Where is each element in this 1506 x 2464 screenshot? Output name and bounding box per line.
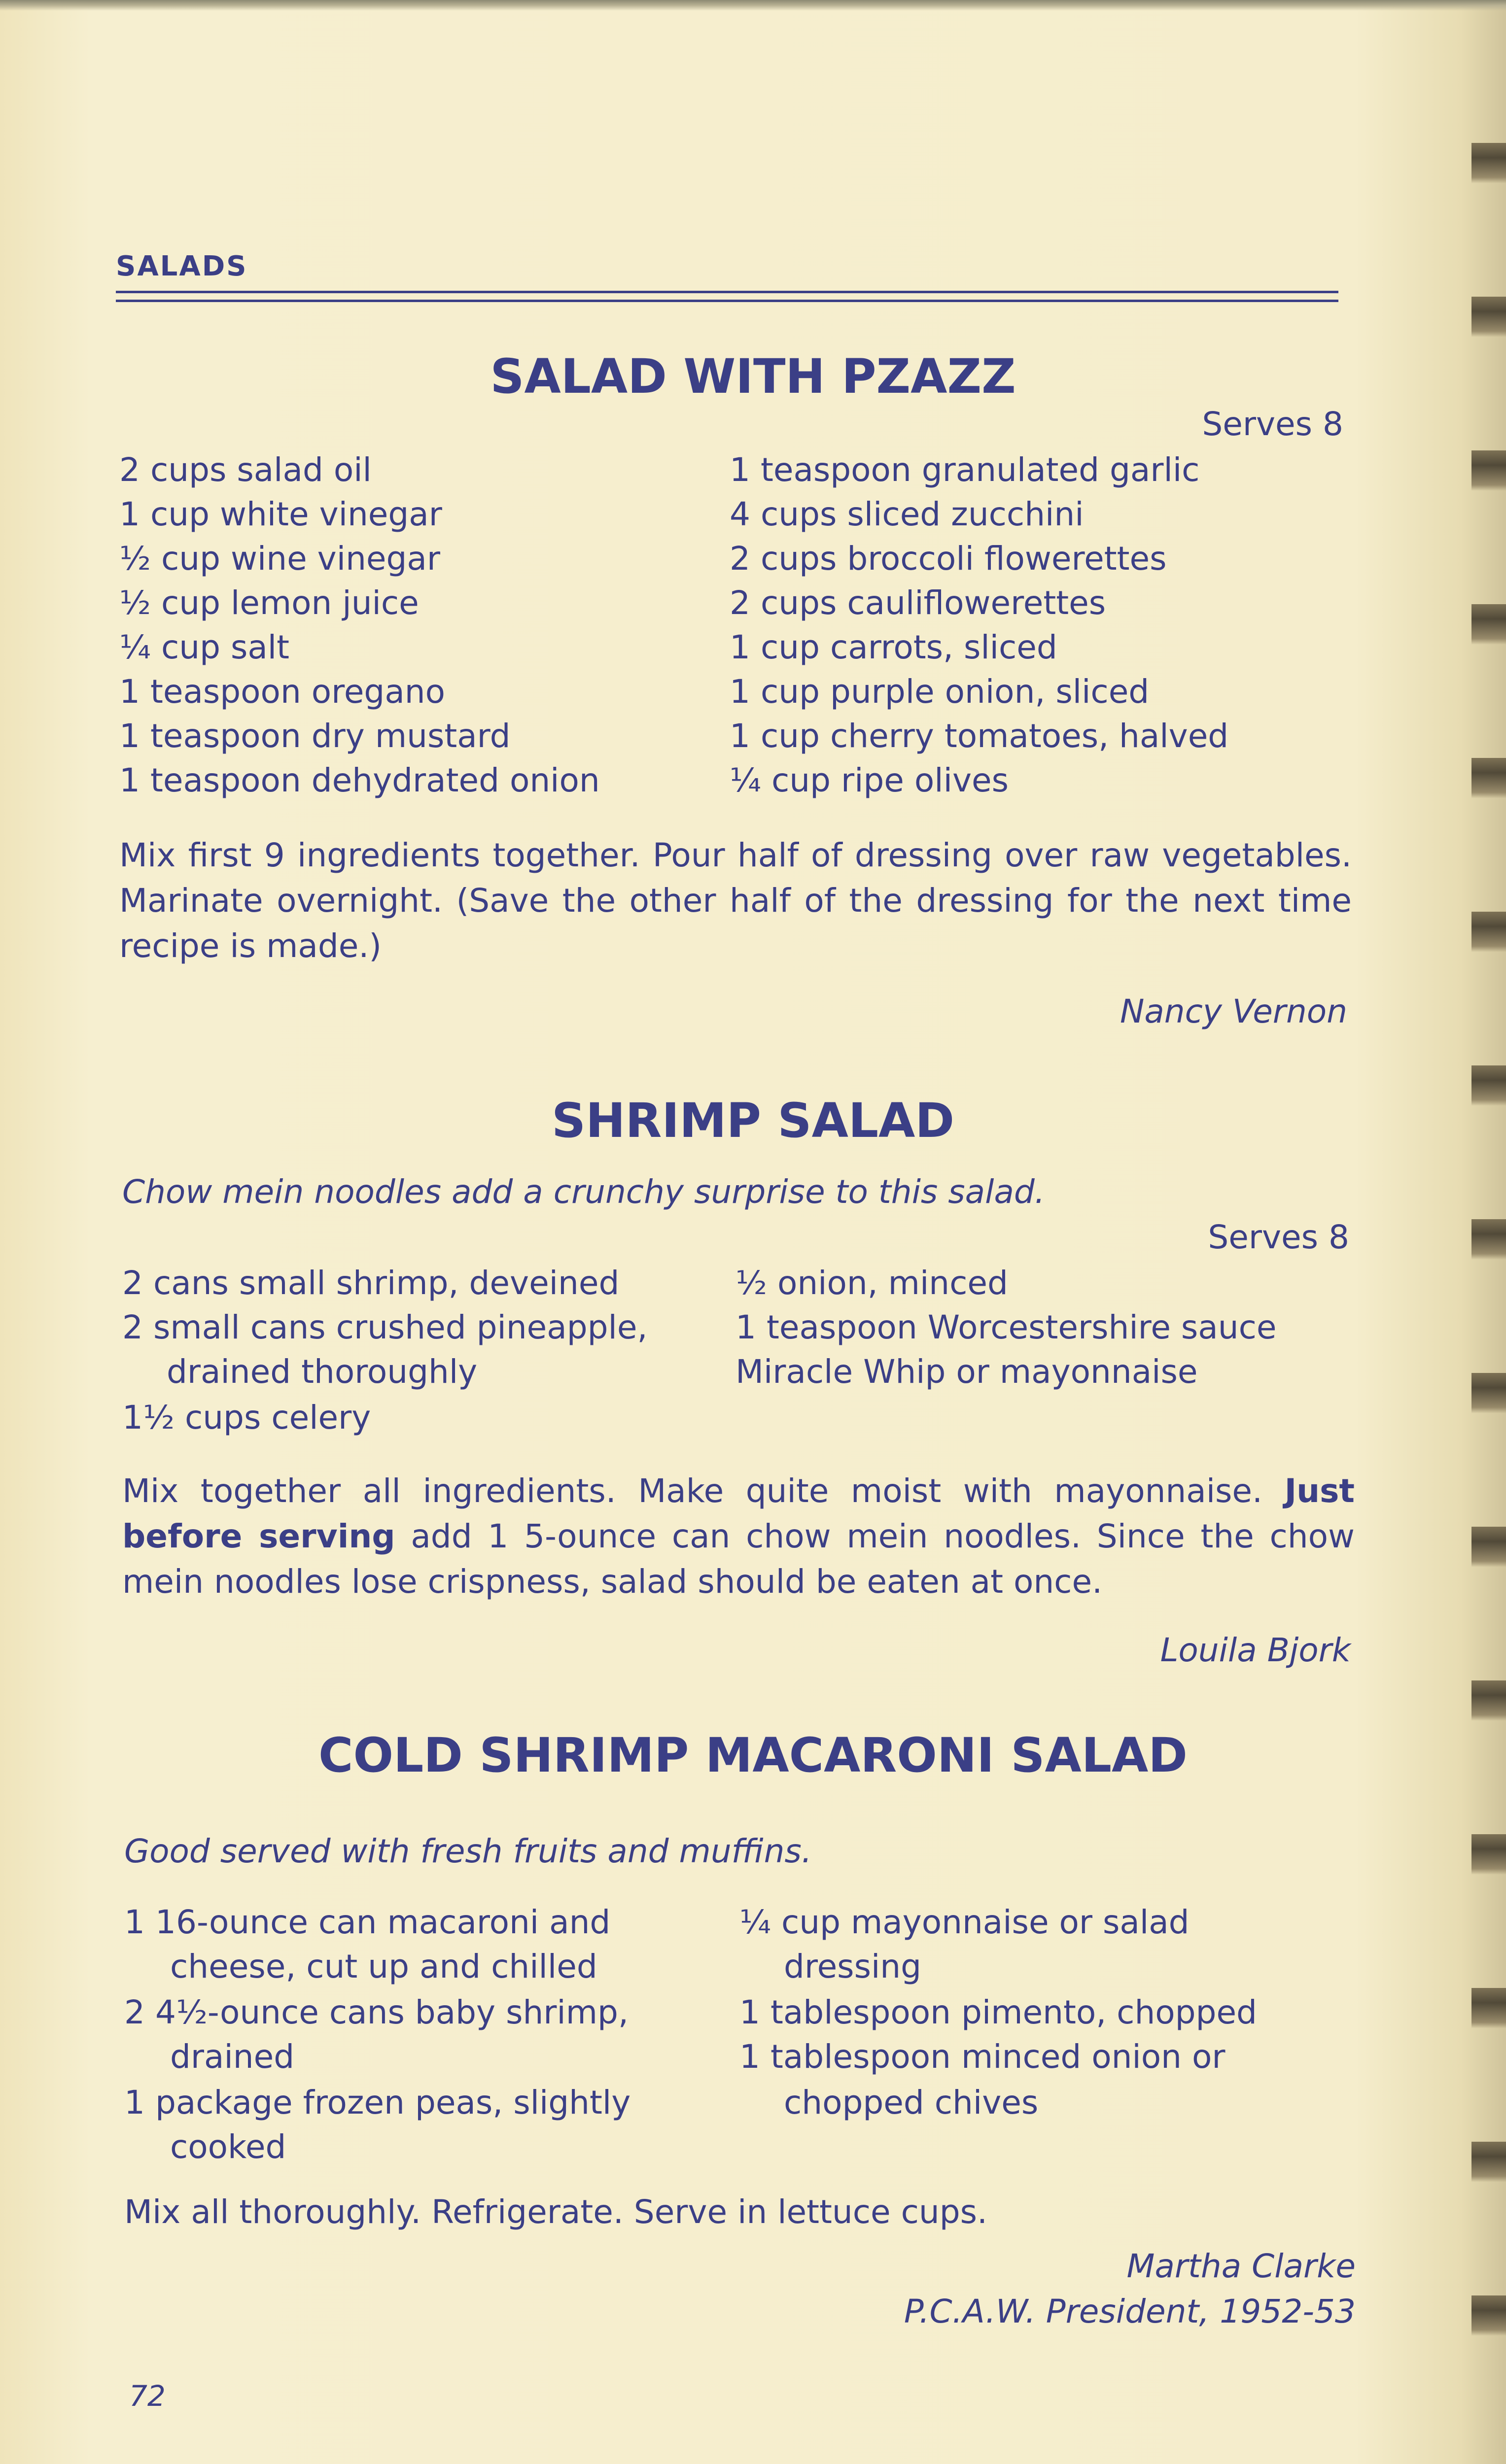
recipe-intro: Good served with fresh fruits and muffins. [124, 1832, 812, 1870]
ingredient-item: 1 cup carrots, sliced [730, 628, 1057, 666]
recipe-title: SALAD WITH PZAZZ [490, 349, 1016, 404]
ingredient-item: 1 cup purple onion, sliced [730, 673, 1150, 711]
recipe-directions: Mix first 9 ingredients together. Pour half of dressing over raw vegetables. Marinate overnight. (Save the other half of the dressing for the next time recipe is made.) [119, 836, 1352, 965]
ingredient-item: 4 cups sliced zucchini [730, 495, 1084, 533]
ingredient-item: ½ onion, minced [735, 1264, 1008, 1302]
ingredient-item: 2 cups broccoli flowerettes [730, 540, 1167, 578]
recipe-author: Louila Bjork [1160, 1631, 1351, 1669]
recipe-directions: Mix all thoroughly. Refrigerate. Serve in lettuce cups. [124, 2193, 987, 2231]
page-top-edge [0, 0, 1506, 11]
ingredient-item: 2 cans small shrimp, deveined [122, 1264, 620, 1302]
ingredient-item: ½ cup lemon juice [119, 584, 419, 622]
ingredient-item: 1 tablespoon pimento, chopped [739, 1993, 1257, 2031]
ingredient-item: ½ cup wine vinegar [119, 540, 440, 578]
ingredient-item: 1 teaspoon Worcestershire sauce [735, 1308, 1277, 1346]
ingredient-item: 1 cup white vinegar [119, 495, 442, 533]
ingredient-item: cheese, cut up and chilled [170, 1948, 597, 1985]
ingredient-item: dressing [784, 1948, 922, 1985]
ingredient-item: 1½ cups celery [122, 1399, 371, 1437]
ingredient-item: 1 teaspoon dry mustard [119, 717, 511, 755]
page-number: 72 [129, 2379, 166, 2413]
ingredient-item: Miracle Whip or mayonnaise [735, 1353, 1198, 1391]
ingredient-item: cooked [170, 2128, 286, 2166]
recipe-author: Nancy Vernon [1120, 992, 1347, 1030]
ingredient-item: 2 cups cauliflowerettes [730, 584, 1106, 622]
header-rule-bottom [116, 300, 1338, 302]
ingredient-item: 2 small cans crushed pineapple, [122, 1308, 648, 1346]
serves-label: Serves 8 [1202, 405, 1343, 443]
recipe-directions [122, 1469, 1355, 1605]
recipe-author: Martha Clarke [1126, 2247, 1356, 2285]
recipe-title: COLD SHRIMP MACARONI SALAD [318, 1728, 1188, 1783]
ingredient-item: 1 16-ounce can macaroni and [124, 1903, 611, 1941]
ingredient-item: drained thoroughly [167, 1353, 478, 1391]
ingredient-item: 1 teaspoon granulated garlic [730, 451, 1200, 489]
ingredient-item: 1 package frozen peas, slightly [124, 2084, 631, 2122]
ingredient-item: ¼ cup mayonnaise or salad [739, 1903, 1190, 1941]
ingredient-item: 2 4½-ounce cans baby shrimp, [124, 1993, 629, 2031]
directions-text: Mix together all ingredients. Make quite moist with mayonnaise. [122, 1472, 1262, 1510]
directions-text: add 1 5-ounce can chow mein noodles. Since the chow mein noodles lose crispness, salad should be eaten at once. [122, 1517, 1355, 1601]
recipe-intro: Chow mein noodles add a crunchy surprise to this salad. [122, 1173, 1045, 1211]
ingredient-item: 1 teaspoon oregano [119, 673, 445, 711]
ingredient-item: ¼ cup salt [119, 628, 289, 666]
ingredient-item: 1 teaspoon dehydrated onion [119, 761, 600, 799]
ingredient-item: 1 cup cherry tomatoes, halved [730, 717, 1229, 755]
section-label: SALADS [116, 250, 248, 282]
recipe-title: SHRIMP SALAD [551, 1093, 955, 1148]
serves-label: Serves 8 [1208, 1218, 1349, 1256]
ingredient-item: 2 cups salad oil [119, 451, 372, 489]
ingredient-item: 1 tablespoon minced onion or [739, 2038, 1226, 2076]
directions-emphasis: Just before serving [122, 1472, 1355, 1555]
author-title: P.C.A.W. President, 1952-53 [904, 2293, 1356, 2330]
header-rule-top [116, 291, 1338, 293]
ingredient-item: ¼ cup ripe olives [730, 761, 1009, 799]
ingredient-item: drained [170, 2038, 295, 2076]
ingredient-item: chopped chives [784, 2084, 1039, 2122]
